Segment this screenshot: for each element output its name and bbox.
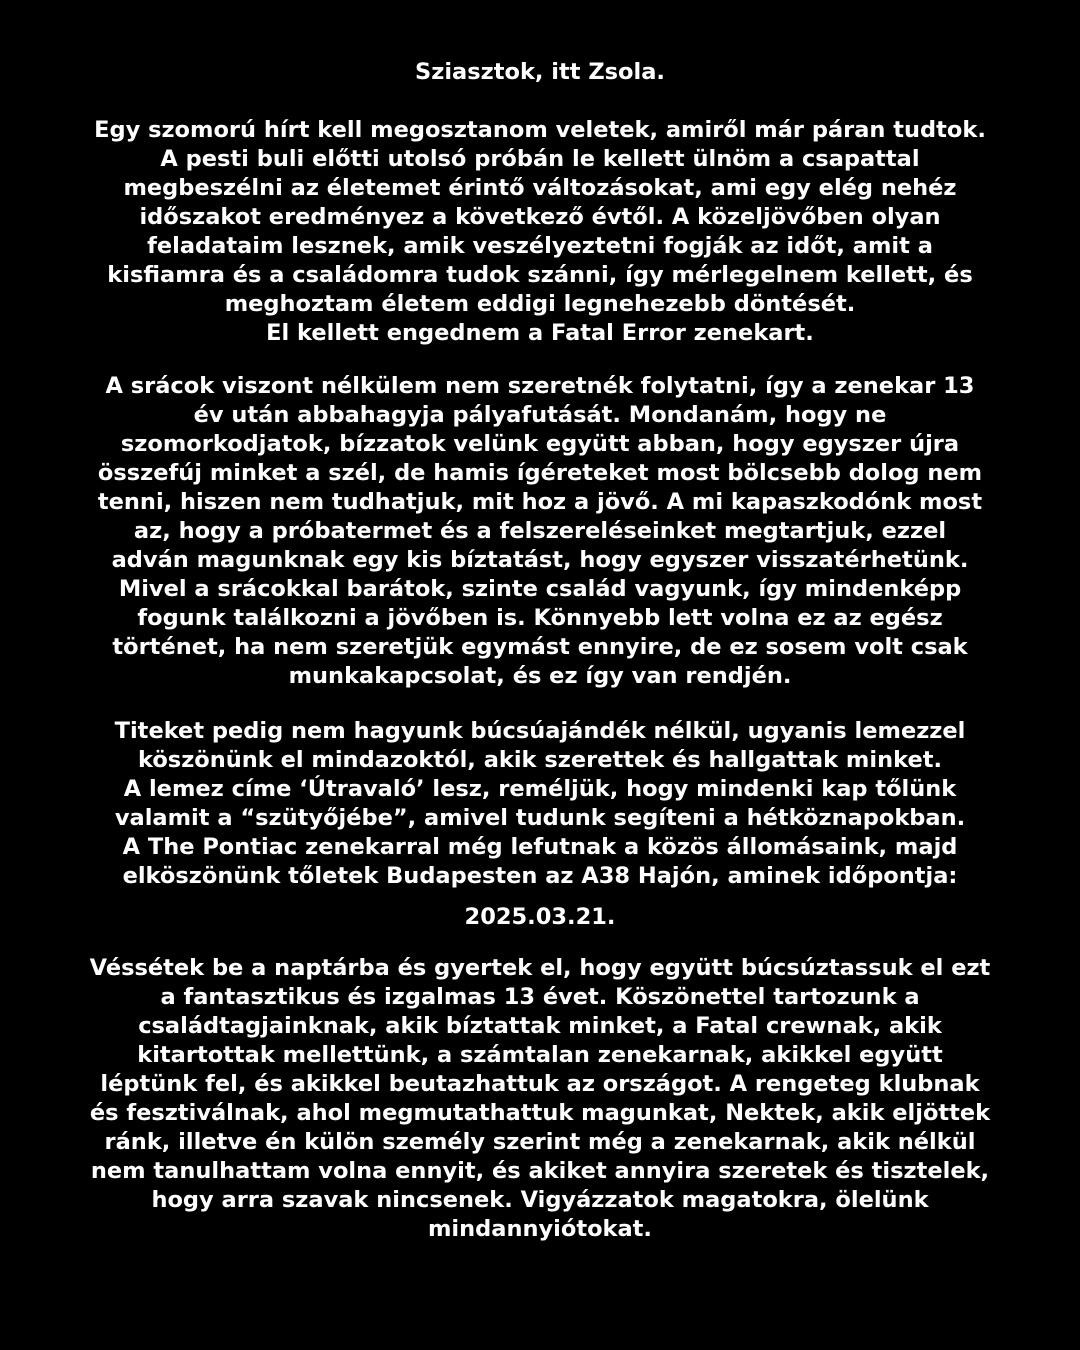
- text-line: tenni, hiszen nem tudhatjuk, mit hoz a jövő. A mi kapaszkodónk most: [97, 489, 983, 515]
- text-line: adván magunknak egy kis bíztatást, hogy egyszer visszatérhetünk.: [111, 547, 969, 573]
- text-line: Véssétek be a naptárba és gyertek el, hogy együtt búcsúztassuk el ezt: [89, 955, 991, 981]
- text-line: Egy szomorú hírt kell megosztanom veletek, amiről már páran tudtok.: [94, 117, 986, 143]
- text-line: léptünk fel, és akikkel beutazhattuk az országot. A rengeteg klubnak: [100, 1071, 980, 1097]
- text-line: munkakapcsolat, és ez így van rendjén.: [288, 663, 792, 689]
- text-line: Mivel a srácokkal barátok, szinte család vagyunk, így mindenképp: [118, 576, 962, 602]
- text-line: elköszönünk tőletek Budapesten az A38 Hajón, aminek időpontja:: [122, 863, 958, 889]
- date-line: 2025.03.21.: [464, 904, 616, 930]
- paragraph-farewell-album: [40, 717, 1040, 891]
- text-line: ránk, illetve én külön személy szerint még a zenekarnak, akik nélkül: [104, 1129, 976, 1155]
- text-line: feladataim lesznek, amik veszélyeztetni fogják az időt, amit a: [147, 233, 933, 259]
- text-line: köszönünk el mindazoktól, akik szerettek és hallgattak minket.: [137, 747, 943, 773]
- text-line: az, hogy a próbatermet és a felszereléseinket megtartjuk, ezzel: [133, 518, 947, 544]
- text-line: Titeket pedig nem hagyunk búcsúajándék nélkül, ugyanis lemezzel: [114, 718, 966, 744]
- paragraph-farewell-news: [40, 116, 1040, 348]
- text-line: kisfiamra és a családomra tudok szánni, így mérlegelnem kellett, és: [107, 262, 973, 288]
- text-line: A lemez címe ‘Útravaló’ lesz, reméljük, hogy mindenki kap tőlünk: [123, 776, 957, 802]
- paragraph-band-ending: [40, 372, 1040, 691]
- text-line: fogunk találkozni a jövőben is. Könnyebb lett volna ez az egész: [137, 605, 943, 631]
- text-line: és fesztiválnak, ahol megmutathattuk magunkat, Nektek, akik eljöttek: [89, 1100, 991, 1126]
- text-line: év után abbahagyja pályafutását. Mondanám, hogy ne: [193, 402, 887, 428]
- greeting: [40, 58, 1040, 87]
- text-line: A The Pontiac zenekarral még lefutnak a közös állomásaink, majd: [122, 834, 958, 860]
- text-line: történet, ha nem szeretjük egymást ennyire, de ez sosem volt csak: [112, 634, 968, 660]
- text-line: A pesti buli előtti utolsó próbán le kellett ülnöm a csapattal: [160, 146, 920, 172]
- concert-date: [40, 903, 1040, 932]
- text-line: A srácok viszont nélkülem nem szeretnék folytatni, így a zenekar 13: [105, 373, 975, 399]
- greeting-line: Sziasztok, itt Zsola.: [415, 59, 665, 85]
- text-line: kitartottak mellettünk, a számtalan zenekarnak, akikkel együtt: [137, 1042, 943, 1068]
- text-line: valamit a “szütyőjébe”, amivel tudunk segíteni a hétköznapokban.: [114, 805, 966, 831]
- text-line: nem tanulhattam volna ennyit, és akiket annyira szeretek és tisztelek,: [90, 1158, 990, 1184]
- text-line: El kellett engednem a Fatal Error zenekart.: [266, 320, 814, 346]
- text-line: a fantasztikus és izgalmas 13 évet. Köszönettel tartozunk a: [160, 984, 920, 1010]
- text-line: családtagjainknak, akik bíztattak minket, a Fatal crewnak, akik: [138, 1013, 942, 1039]
- text-line: megbeszélni az életemet érintő változásokat, ami egy elég nehéz: [123, 175, 957, 201]
- text-line: időszakot eredményez a következő évtől. A közeljövőben olyan: [139, 204, 941, 230]
- text-line: hogy arra szavak nincsenek. Vigyázzatok magatokra, ölelünk: [151, 1187, 929, 1213]
- text-line: mindannyiótokat.: [427, 1216, 652, 1242]
- text-line: összefúj minket a szél, de hamis ígéreteket most bölcsebb dolog nem: [97, 460, 983, 486]
- paragraph-thanks: [40, 954, 1040, 1244]
- text-line: meghoztam életem eddigi legnehezebb döntését.: [224, 291, 856, 317]
- text-line: szomorkodjatok, bízzatok velünk együtt abban, hogy egyszer újra: [120, 431, 960, 457]
